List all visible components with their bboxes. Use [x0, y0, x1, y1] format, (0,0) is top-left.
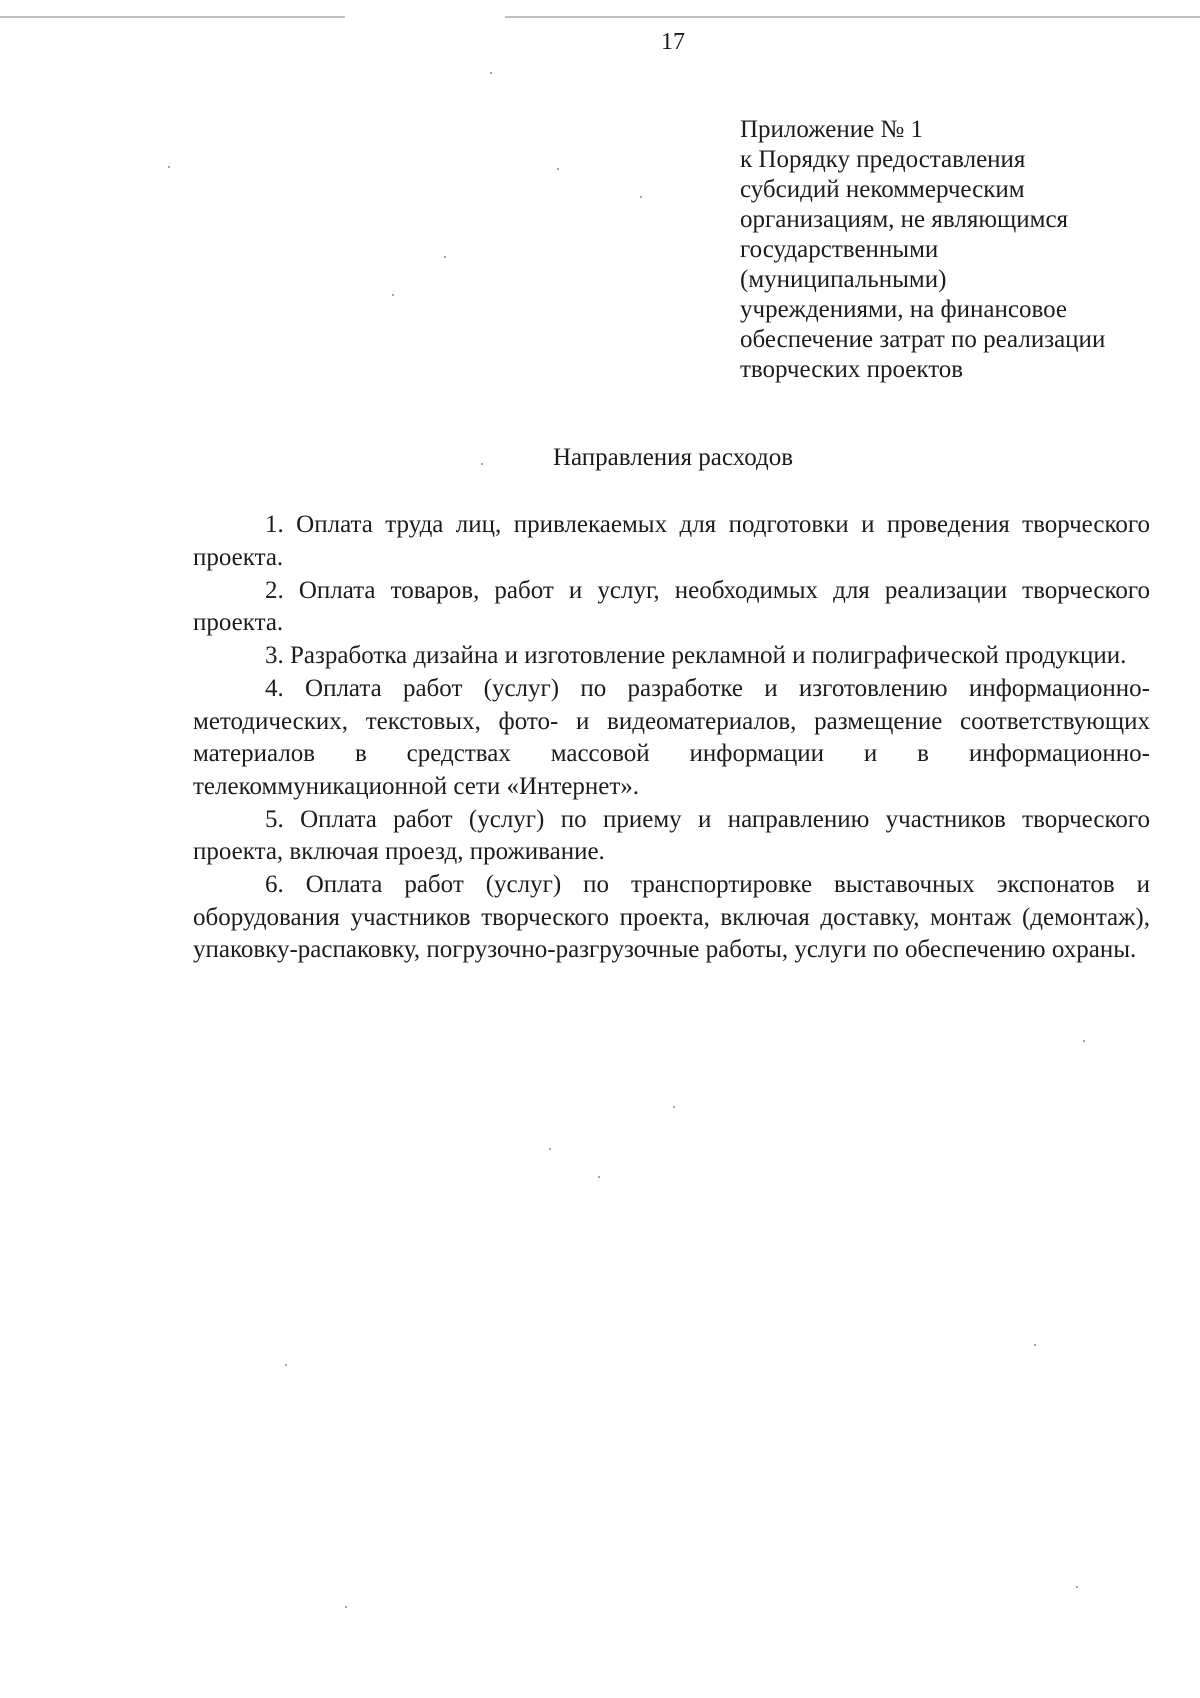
appendix-header: [740, 115, 1160, 385]
section-title: Направления расходов: [552, 444, 794, 471]
appendix-header-line: субсидий некоммерческим: [740, 176, 1025, 203]
scan-speck: [392, 294, 394, 296]
scan-speck: [598, 1176, 600, 1178]
appendix-header-line: Приложение № 1: [740, 116, 924, 143]
scan-speck: [345, 1606, 347, 1608]
scan-speck: [673, 1106, 675, 1108]
expense-items-list: [193, 509, 1150, 967]
appendix-header-line: к Порядку предоставления: [740, 146, 1026, 173]
scan-speck: [490, 72, 492, 74]
expense-item: 3. Разработка дизайна и изготовление рекламной и полиграфической продукции.: [265, 642, 1127, 669]
appendix-header-line: обеспечение затрат по реализации: [740, 326, 1106, 353]
appendix-header-line: организациям, не являющимся: [740, 206, 1069, 233]
scan-speck: [640, 196, 642, 198]
scan-speck: [557, 168, 559, 170]
page-number: 17: [661, 29, 685, 55]
expense-item: 2. Оплата товаров, работ и услуг, необходимых для реализации творческого проекта.: [193, 576, 1150, 636]
expense-item: 5. Оплата работ (услуг) по приему и направлению участников творческого проекта, включая проезд, проживание.: [193, 805, 1150, 865]
scan-speck: [1083, 1040, 1085, 1042]
expense-item: 1. Оплата труда лиц, привлекаемых для подготовки и проведения творческого проекта.: [193, 511, 1150, 571]
expense-item: 4. Оплата работ (услуг) по разработке и изготовлению информационно-методических, текстовых, фото- и видеоматериалов, размещение соответствующих материалов в средствах массовой информации и в информационно-телекоммуникационной сети «Интернет».: [193, 675, 1150, 800]
expense-item: 6. Оплата работ (услуг) по транспортировке выставочных экспонатов и оборудования участников творческого проекта, включая доставку, монтаж (демонтаж), упаковку-распаковку, погрузочно-разгрузочные работы, услуги по обеспечению охраны.: [193, 871, 1150, 963]
appendix-header-line: учреждениями, на финансовое: [740, 296, 1068, 323]
scan-speck: [444, 256, 446, 258]
scan-edge-left: [0, 16, 345, 18]
scan-speck: [285, 1364, 287, 1366]
scan-speck: [168, 166, 170, 168]
appendix-header-line: творческих проектов: [740, 356, 964, 383]
scan-speck: [549, 1148, 551, 1150]
scan-speck: [1034, 1344, 1036, 1346]
scan-speck: [1076, 1586, 1078, 1588]
appendix-header-line: (муниципальными): [740, 266, 947, 293]
appendix-header-line: государственными: [740, 236, 939, 263]
scan-edge-right: [505, 16, 1200, 18]
